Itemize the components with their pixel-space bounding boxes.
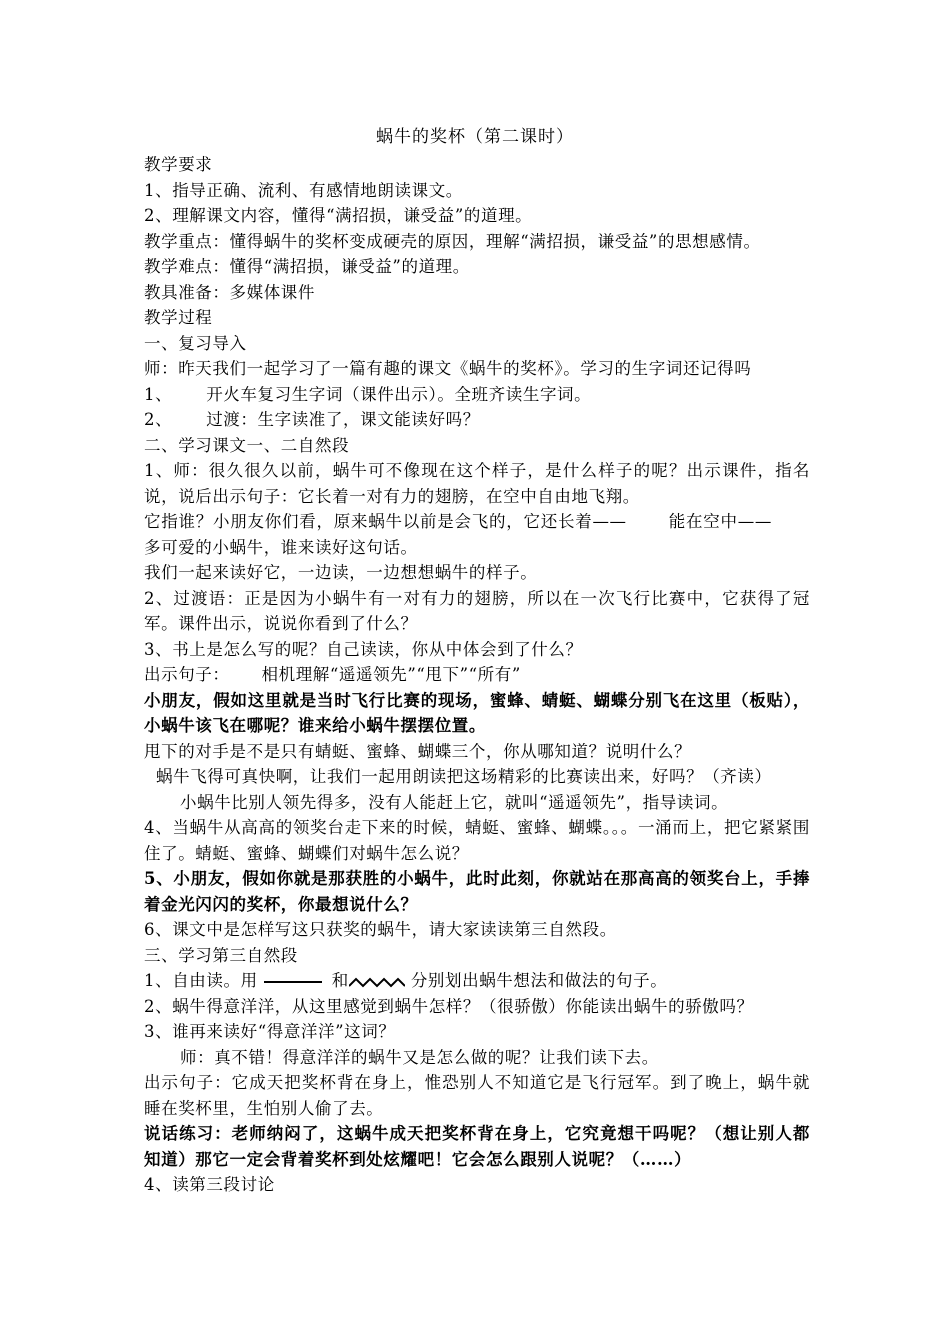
document-title: 蜗牛的奖杯（第二课时） bbox=[376, 127, 574, 147]
paragraph-step3-item2: 2、蜗牛得意洋洋，从这里感觉到蜗牛怎样？（很骄傲）你能读出蜗牛的骄傲吗？ bbox=[144, 996, 754, 1016]
paragraph-step2-item6: 6、课文中是怎样写这只获奖的蜗牛，请大家读读第三自然段。 bbox=[144, 920, 617, 939]
straight-underline-mark bbox=[264, 981, 322, 983]
review-item-1 bbox=[144, 382, 810, 408]
paragraph-transition: 2、过渡语：正是因为小蜗牛有一对有力的翅膀，所以在一次飞行比赛中，它获得了冠军。课件出示，说说你看到了什么？ bbox=[144, 588, 810, 633]
review-item-2-text: 过渡：生字读准了，课文能读好吗？ bbox=[206, 410, 480, 429]
paragraph-far-ahead: 小蜗牛比别人领先得多，没有人能赶上它，就叫“遥遥领先”，指导读词。 bbox=[180, 792, 729, 812]
paragraph-speaking-practice: 说话练习：老师纳闷了，这蜗牛成天把奖杯背在身上，它究竟想干吗呢？（想让别人都知道）那它一定会背着奖杯到处炫耀吧！它会怎么跟别人说呢？（……） bbox=[144, 1124, 810, 1169]
teaching-difficulty: 教学难点：懂得“满招损，谦受益”的道理。 bbox=[144, 257, 470, 276]
step-1-heading: 一、复习导入 bbox=[144, 333, 247, 353]
paragraph-show-sentence-2: 出示句子：它成天把奖杯背在身上，惟恐别人不知道它是飞行冠军。到了晚上，蜗牛就睡在奖杯里，生怕别人偷了去。 bbox=[144, 1073, 810, 1118]
teaching-focus: 教学重点：懂得蜗牛的奖杯变成硬壳的原因，理解“满招损，谦受益”的思想感情。 bbox=[144, 231, 761, 251]
paragraph-who-is-it: 它指谁？小朋友你们看，原来蜗牛以前是会飞的，它还长着—— 能在空中——多可爱的小蜗牛，谁来读好这句话。 bbox=[144, 512, 772, 557]
review-item-1-number: 1、 bbox=[144, 384, 173, 404]
step-3-heading: 三、学习第三自然段 bbox=[144, 945, 298, 965]
paragraph-step2-item5: 5、小朋友，假如你就是那获胜的小蜗牛，此时此刻，你就站在那高高的领奖台上，手捧着金光闪闪的奖杯，你最想说什么？ bbox=[144, 869, 810, 914]
teaching-aids: 教具准备：多媒体课件 bbox=[144, 282, 315, 302]
document-body bbox=[144, 152, 810, 1198]
paragraph-opponents-question: 甩下的对手是不是只有蜻蜓、蜜蜂、蝴蝶三个，你从哪知道？说明什么？ bbox=[144, 741, 692, 761]
review-item-1-text: 开火车复习生字词（课件出示）。全班齐读生字词。 bbox=[206, 384, 592, 404]
section-heading-requirements: 教学要求 bbox=[144, 155, 213, 174]
paragraph-step2-item1: 1、师：很久很久以前，蜗牛可不像现在这个样子，是什么样子的呢？出示课件，指名说，说后出示句子：它长着一对有力的翅膀，在空中自由地飞翔。 bbox=[144, 461, 810, 506]
review-item-2 bbox=[144, 407, 810, 433]
paragraph-step2-item3: 3、书上是怎么写的呢？自己读读，你从中体会到了什么？ bbox=[144, 639, 583, 659]
paragraph-free-read: 1、自由读。用 和 分别划出蜗牛想法和做法的句子。 bbox=[144, 971, 668, 990]
paragraph-teacher-praise: 师：真不错！得意洋洋的蜗牛又是怎么做的呢？让我们读下去。 bbox=[180, 1047, 659, 1067]
paragraph-step3-item4: 4、读第三段讨论 bbox=[144, 1175, 275, 1194]
section-heading-process: 教学过程 bbox=[144, 308, 213, 327]
paragraph-step3-item3: 3、谁再来读好“得意洋洋”这词？ bbox=[144, 1022, 396, 1041]
paragraph-step2-item4: 4、当蜗牛从高高的领奖台走下来的时候，蜻蜓、蜜蜂、蝴蝶。。。一涌而上，把它紧紧围住了。蜻蜓、蜜蜂、蝴蝶们对蜗牛怎么说？ bbox=[144, 818, 810, 863]
step-2-heading: 二、学习课文一、二自然段 bbox=[144, 435, 350, 455]
wavy-underline-mark bbox=[349, 974, 405, 988]
requirement-item-2: 2、理解课文内容，懂得“满招损，谦受益”的道理。 bbox=[144, 206, 533, 225]
paragraph-review-intro: 师：昨天我们一起学习了一篇有趣的课文《蜗牛的奖杯》。学习的生字词还记得吗 bbox=[144, 359, 752, 378]
paragraph-show-sentence: 出示句子： 相机理解“遥遥领先”“甩下”“所有” bbox=[144, 665, 521, 684]
paragraph-read-race: 蜗牛飞得可真快啊，让我们一起用朗读把这场精彩的比赛读出来，好吗？（齐读） bbox=[156, 767, 772, 786]
requirement-item-1: 1、指导正确、流利、有感情地朗读课文。 bbox=[144, 180, 463, 200]
paragraph-race-scene: 小朋友，假如这里就是当时飞行比赛的现场，蜜蜂、蜻蜓、蝴蝶分别飞在这里（板贴），小蜗牛该飞在哪呢？谁来给小蜗牛摆摆位置。 bbox=[144, 690, 810, 735]
review-item-2-number: 2、 bbox=[144, 410, 173, 429]
paragraph-read-together: 我们一起来读好它，一边读，一边想想蜗牛的样子。 bbox=[144, 563, 538, 582]
